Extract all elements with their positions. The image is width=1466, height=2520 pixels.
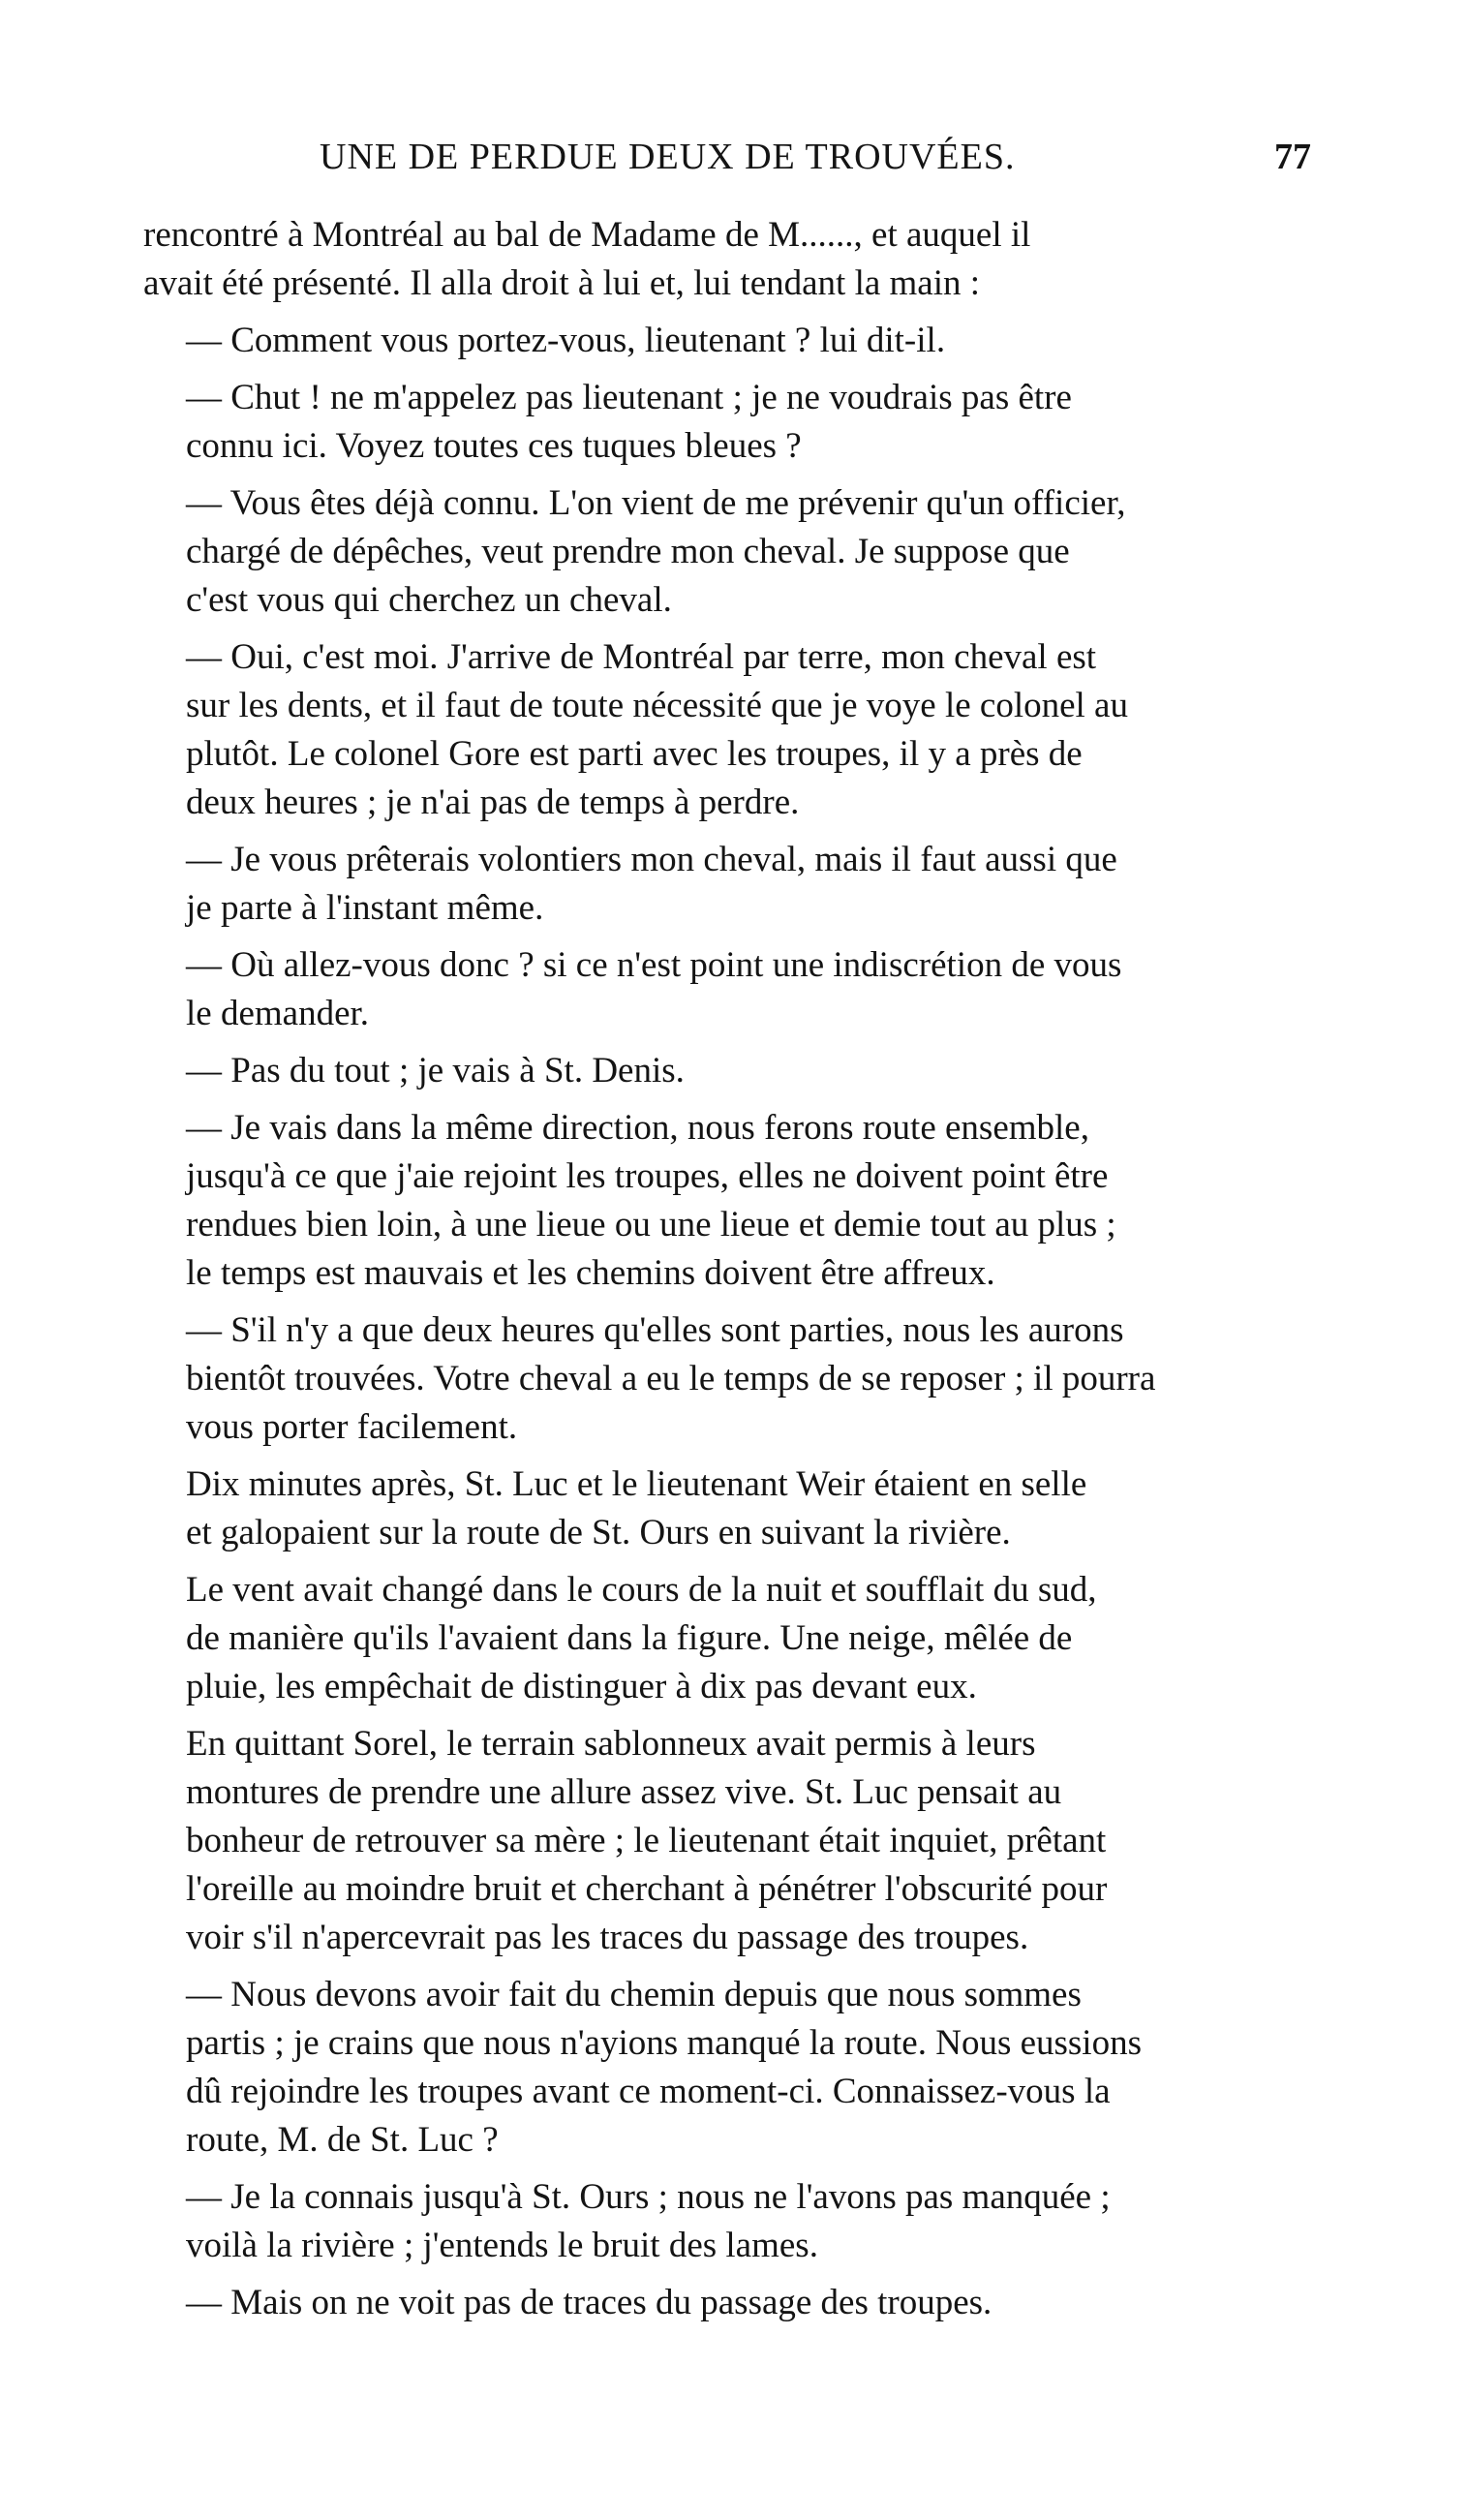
text-line: En quittant Sorel, le terrain sablonneux avait permis à leurs (186, 1724, 1036, 1764)
paragraph (143, 374, 1311, 471)
text-line: je parte à l'instant même. (186, 888, 544, 928)
text-line: partis ; je crains que nous n'ayions manqué la route. Nous eussions (186, 2023, 1142, 2063)
text-line: le temps est mauvais et les chemins doivent être affreux. (186, 1253, 995, 1293)
text-line: rendues bien loin, à une lieue ou une lieue et demie tout au plus ; (186, 1205, 1116, 1245)
running-head (143, 136, 1311, 184)
paragraph (143, 479, 1311, 625)
text-line: Le vent avait changé dans le cours de la nuit et soufflait du sud, (186, 1570, 1097, 1610)
text-line: plutôt. Le colonel Gore est parti avec les troupes, il y a près de (186, 734, 1083, 774)
text-line: de manière qu'ils l'avaient dans la figure. Une neige, mêlée de (186, 1618, 1073, 1658)
text-line: deux heures ; je n'ai pas de temps à perdre. (186, 783, 800, 822)
text-line: pluie, les empêchait de distinguer à dix pas devant eux. (186, 1667, 977, 1706)
text-line: voir s'il n'apercevrait pas les traces du passage des troupes. (186, 1918, 1029, 1957)
text-line: vous porter facilement. (186, 1407, 518, 1447)
text-line: — Oui, c'est moi. J'arrive de Montréal par terre, mon cheval est (186, 637, 1097, 677)
page-number: 77 (1274, 137, 1311, 177)
text-line: chargé de dépêches, veut prendre mon cheval. Je suppose que (186, 532, 1070, 571)
text-line: — S'il n'y a que deux heures qu'elles sont parties, nous les aurons (186, 1310, 1124, 1350)
text-line: — Mais on ne voit pas de traces du passage des troupes. (186, 2283, 993, 2322)
text-line: montures de prendre une allure assez vive. St. Luc pensait au (186, 1772, 1062, 1812)
text-line: voilà la rivière ; j'entends le bruit des lames. (186, 2226, 818, 2265)
text-line: — Nous devons avoir fait du chemin depuis que nous sommes (186, 1975, 1082, 2014)
paragraph (143, 941, 1311, 1038)
paragraph (143, 2173, 1311, 2270)
paragraph (143, 836, 1311, 933)
paragraph (143, 1566, 1311, 1711)
text-line: bientôt trouvées. Votre cheval a eu le temps de se reposer ; il pourra (186, 1359, 1156, 1398)
paragraph (143, 1047, 1311, 1095)
running-title: UNE DE PERDUE DEUX DE TROUVÉES. (320, 137, 1016, 177)
text-line: — Où allez-vous donc ? si ce n'est point une indiscrétion de vous (186, 945, 1122, 985)
paragraph (143, 211, 1311, 308)
text-line: route, M. de St. Luc ? (186, 2120, 499, 2160)
text-line: bonheur de retrouver sa mère ; le lieutenant était inquiet, prêtant (186, 1821, 1107, 1860)
text-line: — Comment vous portez-vous, lieutenant ? lui dit-il. (186, 321, 946, 360)
paragraph (143, 1971, 1311, 2165)
paragraph (143, 317, 1311, 365)
text-line: connu ici. Voyez toutes ces tuques bleues ? (186, 426, 802, 466)
text-line: — Chut ! ne m'appelez pas lieutenant ; je ne voudrais pas être (186, 378, 1072, 417)
text-line: — Je vais dans la même direction, nous ferons route ensemble, (186, 1108, 1089, 1148)
text-line: sur les dents, et il faut de toute nécessité que je voye le colonel au (186, 686, 1128, 725)
text-line: avait été présenté. Il alla droit à lui et, lui tendant la main : (143, 263, 981, 303)
text-line: jusqu'à ce que j'aie rejoint les troupes, elles ne doivent point être (186, 1156, 1109, 1196)
text-line: c'est vous qui cherchez un cheval. (186, 580, 672, 620)
text-line: et galopaient sur la route de St. Ours en suivant la rivière. (186, 1513, 1011, 1552)
paragraph (143, 1460, 1311, 1557)
text-line: dû rejoindre les troupes avant ce moment-ci. Connaissez-vous la (186, 2072, 1111, 2111)
body-text (143, 211, 1311, 2327)
paragraph (143, 1306, 1311, 1452)
paragraph (143, 2279, 1311, 2327)
paragraph (143, 633, 1311, 827)
text-line: rencontré à Montréal au bal de Madame de M......, et auquel il (143, 215, 1031, 255)
paragraph (143, 1720, 1311, 1962)
text-line: — Je vous prêterais volontiers mon cheval, mais il faut aussi que (186, 840, 1117, 879)
text-line: l'oreille au moindre bruit et cherchant à pénétrer l'obscurité pour (186, 1869, 1108, 1909)
text-line: le demander. (186, 994, 370, 1033)
text-line: — Je la connais jusqu'à St. Ours ; nous ne l'avons pas manquée ; (186, 2177, 1111, 2217)
text-line: — Pas du tout ; je vais à St. Denis. (186, 1051, 685, 1091)
text-line: — Vous êtes déjà connu. L'on vient de me prévenir qu'un officier, (186, 483, 1126, 523)
paragraph (143, 1104, 1311, 1298)
text-line: Dix minutes après, St. Luc et le lieutenant Weir étaient en selle (186, 1464, 1087, 1504)
